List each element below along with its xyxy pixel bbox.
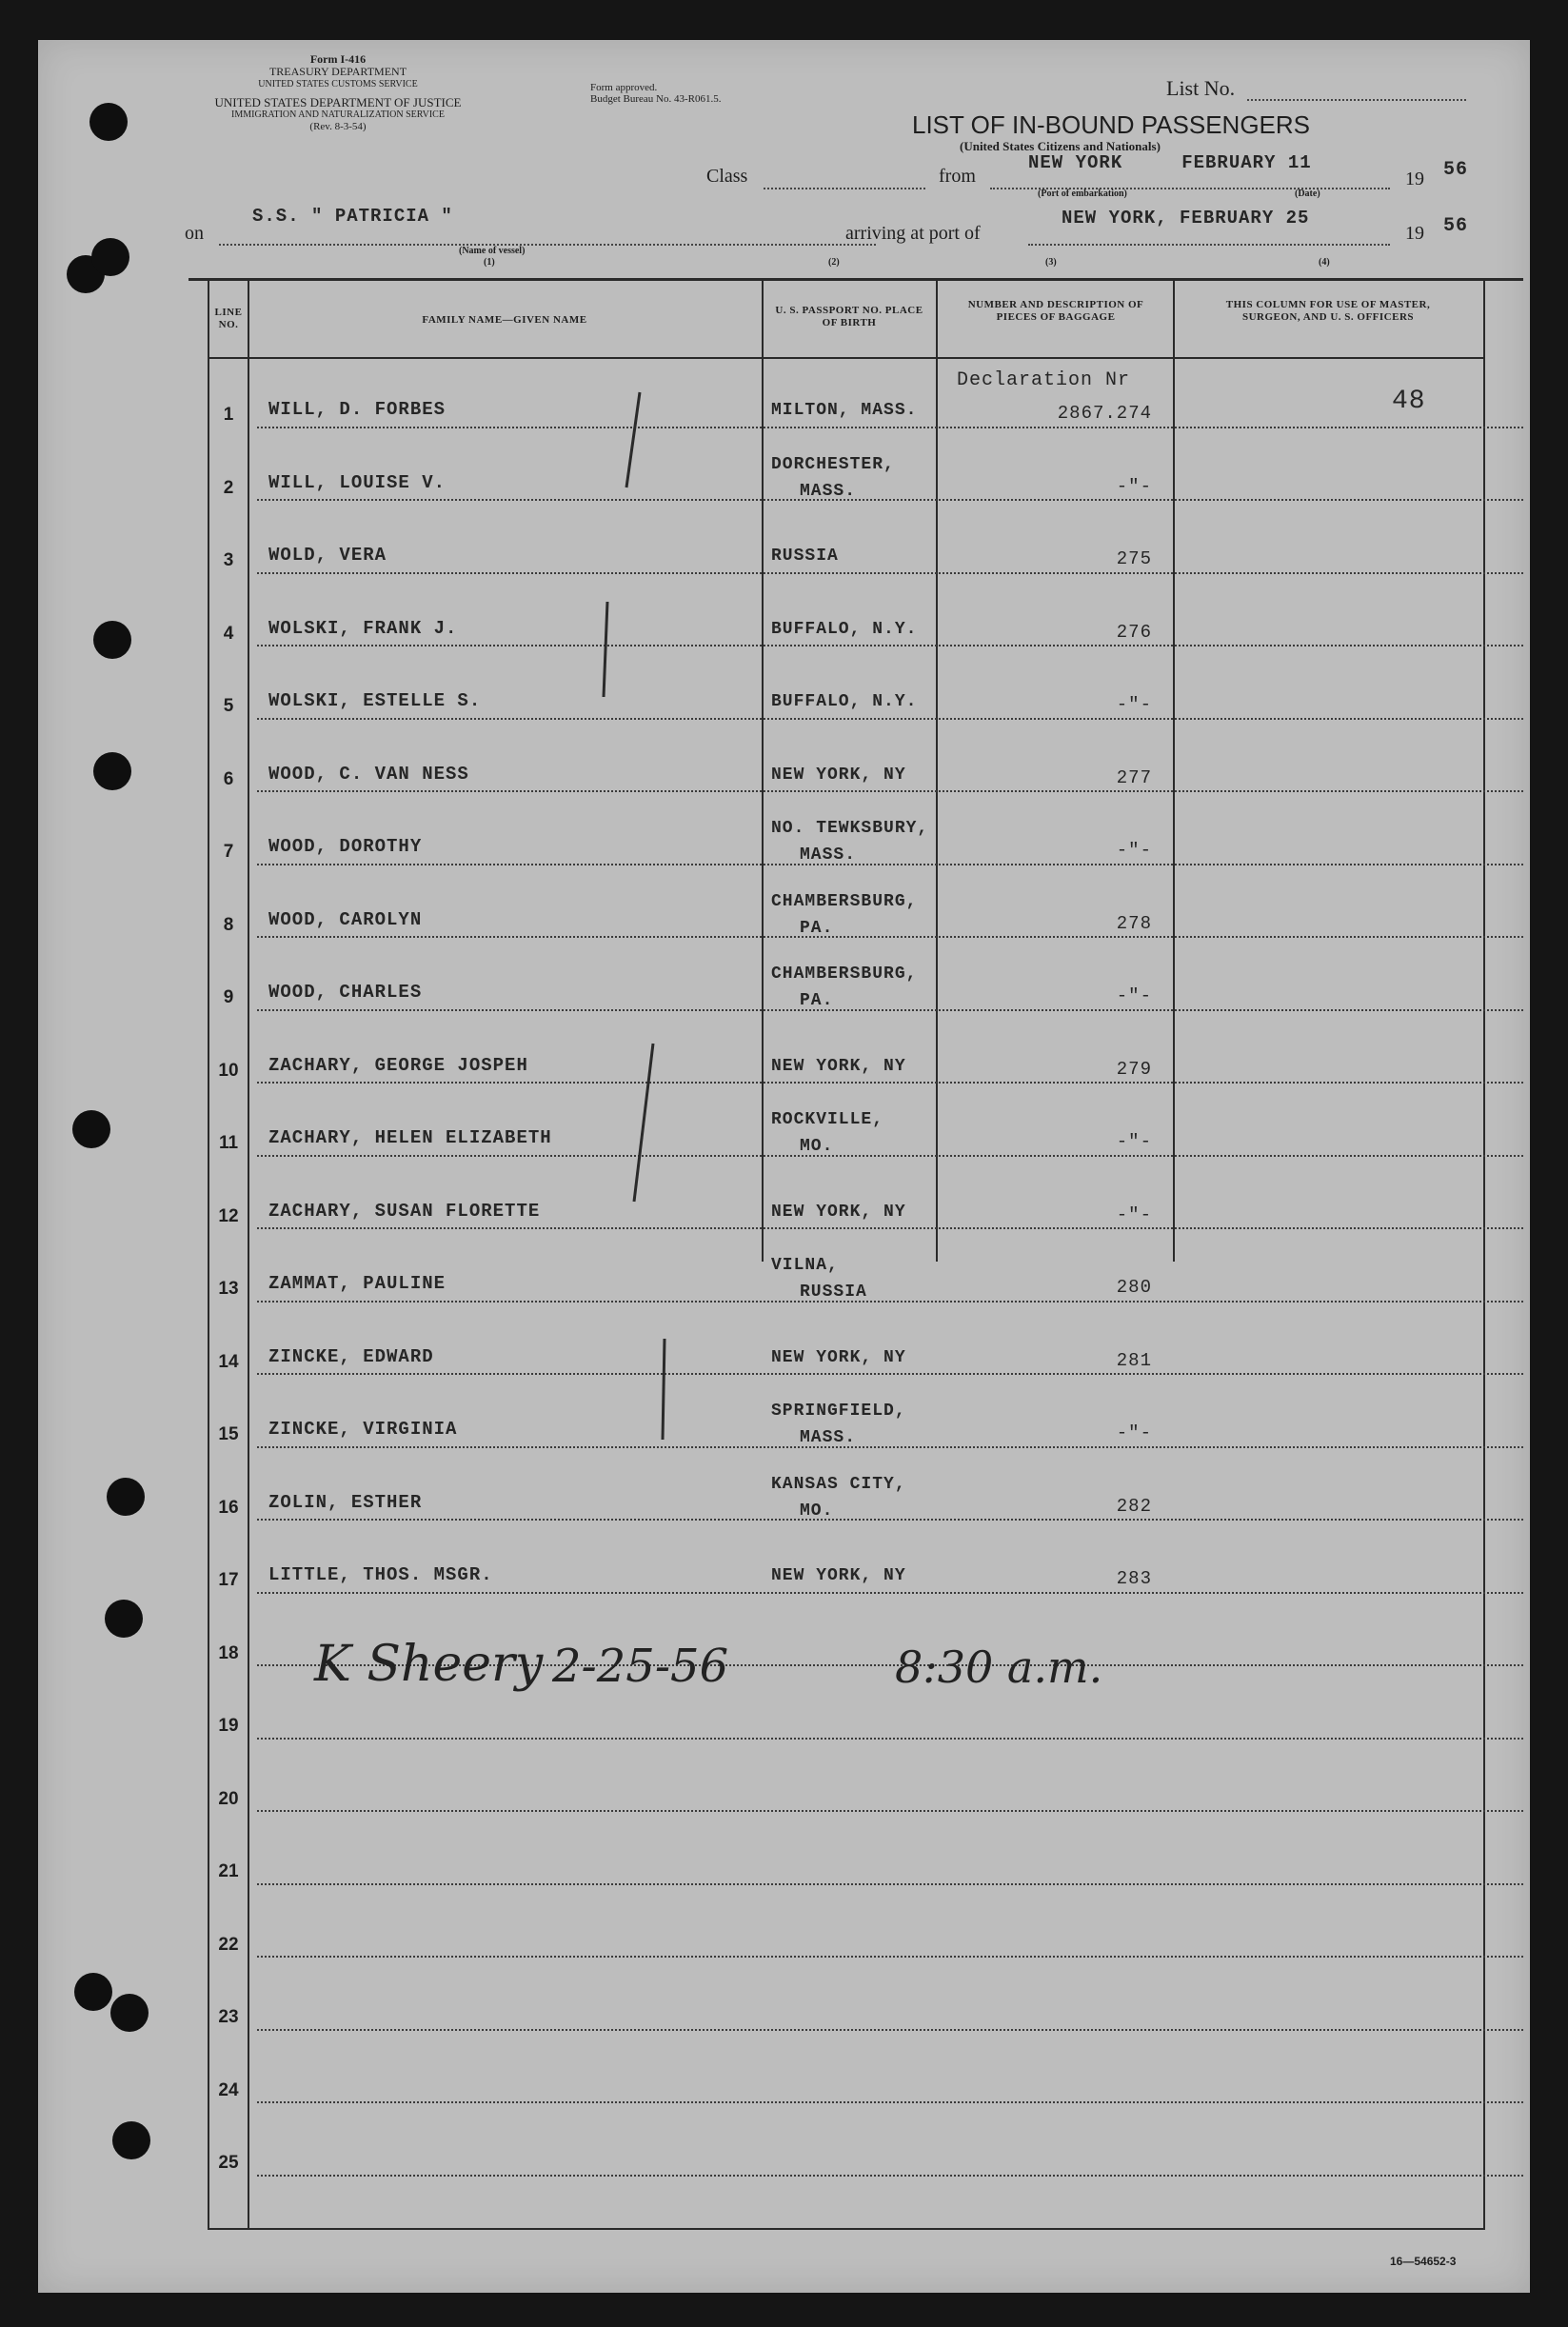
birth-place-line1: RUSSIA	[771, 547, 839, 566]
birth-place-line2: MASS.	[800, 1428, 857, 1447]
line-number: 6	[223, 768, 234, 789]
year-prefix-2: 19	[1405, 223, 1424, 244]
baggage-declaration: -"-	[1116, 1131, 1152, 1152]
baggage-declaration: 280	[1116, 1277, 1152, 1298]
inspection-date: 2-25-56	[552, 1640, 729, 1693]
line-number: 3	[223, 550, 234, 570]
col-header-officers: THIS COLUMN FOR USE OF MASTER, SURGEON, AND U. S. OFFICERS	[1225, 299, 1431, 323]
passenger-name: LITTLE, THOS. MSGR.	[268, 1564, 493, 1585]
passenger-name: WOOD, DOROTHY	[268, 836, 423, 857]
inspector-signature: K Sheery	[314, 1636, 544, 1693]
baggage-declaration: 278	[1116, 912, 1152, 934]
baggage-declaration: -"-	[1116, 1422, 1152, 1443]
col-header-baggage: NUMBER AND DESCRIPTION OF PIECES OF BAGGAGE	[967, 299, 1144, 323]
birth-place-line1: NO. TEWKSBURY,	[771, 819, 929, 838]
line-number: 18	[218, 1642, 239, 1663]
birth-place-line1: NEW YORK, NY	[771, 1056, 906, 1076]
birth-place-line1: NEW YORK, NY	[771, 765, 906, 785]
line-number: 15	[218, 1424, 239, 1444]
passenger-name: WOOD, CHARLES	[268, 982, 423, 1003]
birth-place-line1: KANSAS CITY,	[771, 1474, 906, 1494]
line-number: 13	[218, 1279, 239, 1299]
line-number: 2	[223, 477, 234, 498]
officer-note: 48	[1392, 387, 1426, 416]
birth-place-line2: PA.	[800, 918, 834, 938]
passenger-name: WILL, D. FORBES	[268, 399, 447, 420]
birth-place-line2: MASS.	[800, 481, 857, 501]
line-number: 25	[218, 2153, 239, 2173]
passenger-name: WOOD, C. VAN NESS	[268, 763, 469, 785]
line-number: 21	[218, 1861, 239, 1881]
col1-marker: (1)	[484, 257, 495, 268]
col2-marker: (2)	[828, 257, 840, 268]
col-header-name: FAMILY NAME—GIVEN NAME	[422, 314, 587, 326]
col-header-birth: U. S. PASSPORT NO. PLACE OF BIRTH	[775, 305, 923, 328]
line-number: 7	[223, 842, 234, 862]
line-number: 11	[218, 1133, 239, 1153]
birth-place-line1: NEW YORK, NY	[771, 1347, 906, 1367]
line-number: 1	[223, 405, 234, 425]
dept-treasury: TREASURY DEPARTMENT	[268, 65, 407, 78]
birth-place-line2: PA.	[800, 991, 834, 1010]
manifest-sheet	[38, 40, 1530, 2293]
passenger-name: ZACHARY, HELEN ELIZABETH	[268, 1127, 552, 1148]
passenger-name: WOOD, CAROLYN	[268, 908, 423, 930]
on-label: on	[185, 223, 204, 244]
line-number: 5	[223, 696, 234, 716]
footer-code: 16—54652-3	[1390, 2255, 1457, 2268]
baggage-declaration: 279	[1116, 1058, 1152, 1080]
col-header-line-no: LINE NO.	[214, 307, 243, 330]
birth-place-line1: ROCKVILLE,	[771, 1110, 884, 1129]
page-title: LIST OF IN-BOUND PASSENGERS	[912, 110, 1311, 139]
service-customs: UNITED STATES CUSTOMS SERVICE	[258, 79, 418, 90]
line-number: 10	[218, 1060, 239, 1081]
declaration-header: Declaration Nr	[957, 369, 1131, 391]
date-caption: (Date)	[1295, 189, 1320, 199]
passenger-name: ZACHARY, GEORGE JOSPEH	[268, 1054, 528, 1076]
baggage-declaration: -"-	[1116, 840, 1152, 861]
pen-marks	[38, 40, 1530, 2293]
birth-place-line2: MO.	[800, 1501, 834, 1521]
birth-place-line1: MILTON, MASS.	[771, 401, 918, 420]
line-number: 4	[223, 623, 234, 644]
baggage-declaration: -"-	[1116, 1203, 1152, 1225]
baggage-declaration: 275	[1116, 548, 1152, 569]
birth-place-line1: BUFFALO, N.Y.	[771, 692, 918, 711]
year-value: 56	[1443, 159, 1469, 181]
line-number: 17	[218, 1570, 239, 1590]
passenger-name: ZOLIN, ESTHER	[268, 1491, 423, 1513]
arrival-port: NEW YORK, FEBRUARY 25	[1062, 208, 1310, 229]
line-number: 12	[218, 1205, 239, 1226]
birth-place-line2: RUSSIA	[800, 1283, 867, 1302]
passenger-name: WOLSKI, ESTELLE S.	[268, 690, 482, 711]
passenger-name: WOLD, VERA	[268, 545, 387, 566]
baggage-declaration: 283	[1116, 1568, 1152, 1589]
revision: (Rev. 8-3-54)	[309, 121, 367, 132]
line-number: 9	[223, 987, 234, 1007]
line-number: 22	[218, 1934, 239, 1955]
birth-place-line2: MO.	[800, 1137, 834, 1156]
passenger-name: WILL, LOUISE V.	[268, 471, 447, 493]
birth-place-line2: MASS.	[800, 845, 857, 865]
page-subtitle: (United States Citizens and Nationals)	[960, 139, 1161, 153]
line-number: 19	[218, 1716, 239, 1736]
line-number: 14	[218, 1351, 239, 1372]
baggage-declaration: 2867.274	[1057, 403, 1152, 424]
baggage-declaration: 276	[1116, 621, 1152, 643]
passenger-name: ZINCKE, EDWARD	[268, 1345, 434, 1367]
passenger-name: ZINCKE, VIRGINIA	[268, 1419, 458, 1440]
line-number: 23	[218, 2007, 239, 2027]
birth-place-line1: BUFFALO, N.Y.	[771, 619, 918, 639]
line-number: 8	[223, 914, 234, 935]
passenger-name: WOLSKI, FRANK J.	[268, 617, 458, 639]
approval-line: Form approved.	[590, 82, 658, 93]
inspection-time: 8:30 a.m.	[895, 1641, 1103, 1693]
baggage-declaration: -"-	[1116, 985, 1152, 1006]
budget-bureau: Budget Bureau No. 43-R061.5.	[590, 93, 722, 105]
line-number: 16	[218, 1497, 239, 1518]
col3-marker: (3)	[1045, 257, 1057, 268]
vessel-caption: (Name of vessel)	[459, 246, 526, 256]
baggage-declaration: 282	[1116, 1495, 1152, 1517]
birth-place-line1: NEW YORK, NY	[771, 1566, 906, 1585]
baggage-declaration: 277	[1116, 766, 1152, 788]
baggage-declaration: -"-	[1116, 475, 1152, 497]
service-ins: IMMIGRATION AND NATURALIZATION SERVICE	[231, 109, 445, 120]
from-label: from	[939, 166, 976, 187]
birth-place-line1: DORCHESTER,	[771, 454, 895, 474]
line-number: 20	[218, 1788, 239, 1809]
year-prefix: 19	[1405, 169, 1424, 189]
line-number: 24	[218, 2079, 239, 2100]
list-no-label: List No.	[1166, 76, 1236, 100]
passenger-name: ZACHARY, SUSAN FLORETTE	[268, 1200, 541, 1222]
port-embark-caption: (Port of embarkation)	[1038, 189, 1127, 199]
year-value-2: 56	[1443, 215, 1469, 237]
birth-place-line1: CHAMBERSBURG,	[771, 965, 918, 984]
col4-marker: (4)	[1319, 257, 1330, 268]
vessel-name: S.S. " PATRICIA "	[252, 206, 453, 227]
form-number: Form I-416	[309, 52, 367, 66]
class-label: Class	[706, 166, 748, 187]
birth-place-line1: VILNA,	[771, 1256, 839, 1275]
baggage-declaration: 281	[1116, 1349, 1152, 1371]
birth-place-line1: NEW YORK, NY	[771, 1202, 906, 1222]
arriving-label: arriving at port of	[845, 223, 981, 244]
baggage-declaration: -"-	[1116, 694, 1152, 715]
birth-place-line1: CHAMBERSBURG,	[771, 891, 918, 911]
passenger-name: ZAMMAT, PAULINE	[268, 1273, 447, 1294]
dept-justice: UNITED STATES DEPARTMENT OF JUSTICE	[214, 95, 462, 109]
from-value: NEW YORK FEBRUARY 11	[1028, 152, 1312, 173]
birth-place-line1: SPRINGFIELD,	[771, 1402, 906, 1421]
